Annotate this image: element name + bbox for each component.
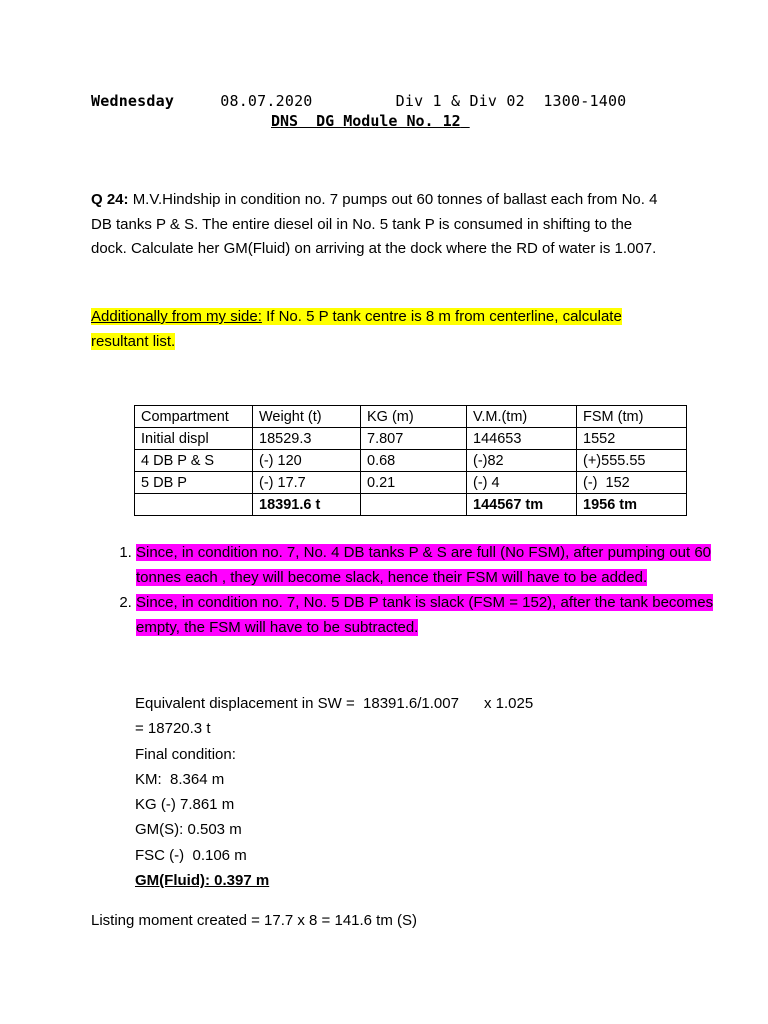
table-cell: (-) 152 [577,472,687,494]
table-cell: Initial displ [135,428,253,450]
table-header-cell: KG (m) [361,406,467,428]
compartment-table [134,405,687,516]
note-text: Since, in condition no. 7, No. 5 DB P tank is slack (FSM = 152), after the tank becomes empty, the FSM will have to be subtracted. [136,594,714,636]
question-label: Q 24: [91,191,129,208]
table-header-cell: Compartment [135,406,253,428]
table-header-cell: Weight (t) [253,406,361,428]
table-total-cell: 144567 tm [467,494,577,516]
table-row [135,450,687,472]
equivalent-displacement: Equivalent displacement in SW = 18391.6/1.007 x 1.025 [135,695,534,712]
table-row [135,472,687,494]
table-total-cell [361,494,467,516]
table-header-cell: FSM (tm) [577,406,687,428]
table-row [135,428,687,450]
table-cell: 1552 [577,428,687,450]
table-cell: (-) 120 [253,450,361,472]
fsc-value: FSC (-) 0.106 m [135,846,247,864]
note-text: Since, in condition no. 7, No. 4 DB tanks P & S are full (No FSM), after pumping out 60 tonnes each , they will become slack, hence their FSM will have to be added. [136,544,712,586]
header-day: Wednesday [91,92,175,110]
table-cell: 5 DB P [135,472,253,494]
table-cell: (-) 4 [467,472,577,494]
header-module: DNS DG Module No. 12 [271,112,461,130]
table-cell: 18529.3 [253,428,361,450]
table-cell: 0.68 [361,450,467,472]
table-cell: (-) 17.7 [253,472,361,494]
additional-label: Additionally from my side: [91,308,262,325]
table-header-cell: V.M.(tm) [467,406,577,428]
kg-value: KG (-) 7.861 m [135,796,235,814]
header-line [91,92,626,110]
list-item [136,540,726,590]
table-cell: (+)555.55 [577,450,687,472]
table-cell: 0.21 [361,472,467,494]
additional-block [91,304,681,354]
header-date: 08.07.2020 [220,92,313,110]
table-cell: (-)82 [467,450,577,472]
final-condition-label: Final condition: [135,745,236,763]
table-total-cell [135,494,253,516]
notes-list [96,540,726,640]
table-header-row [135,406,687,428]
header-division: Div 1 & Div 02 [395,92,525,110]
header-time: 1300-1400 [543,92,627,110]
equivalent-result: = 18720.3 t [135,720,211,738]
listing-moment: Listing moment created = 17.7 x 8 = 141.6 tm (S) [91,912,418,929]
table-cell: 7.807 [361,428,467,450]
gms-value: GM(S): 0.503 m [135,821,242,839]
km-value: KM: 8.364 m [135,770,225,788]
additional-text: If No. 5 P tank centre is 8 m from centerline, calculate resultant list. [91,308,622,350]
question-block [91,188,671,262]
table-cell: 144653 [467,428,577,450]
question-text: M.V.Hindship in condition no. 7 pumps out 60 tonnes of ballast each from No. 4 DB tanks P & S. The entire diesel oil in No. 5 tank P is consumed in shifting to the dock. Calculate her GM(Fluid) on arriving at the dock where the RD of water is 1.007. [91,191,658,257]
gm-fluid-value: GM(Fluid): 0.397 m [135,872,270,890]
table-total-cell: 18391.6 t [253,494,361,516]
list-item [136,590,726,640]
table-total-cell: 1956 tm [577,494,687,516]
calculation-block [135,691,695,893]
table-cell: 4 DB P & S [135,450,253,472]
table-total-row [135,494,687,516]
